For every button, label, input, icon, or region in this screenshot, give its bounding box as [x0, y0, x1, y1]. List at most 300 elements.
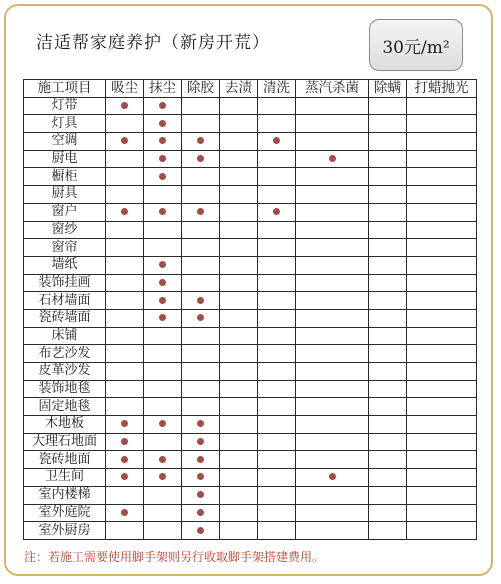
service-cell — [258, 486, 296, 504]
service-cell — [106, 133, 144, 151]
service-cell — [407, 115, 477, 133]
price-badge — [369, 19, 463, 71]
service-cell — [106, 486, 144, 504]
service-cell — [144, 256, 182, 274]
included-dot-icon — [121, 208, 128, 215]
service-cell — [144, 239, 182, 257]
item-name-cell: 皮革沙发 — [24, 363, 106, 381]
service-cell — [296, 292, 369, 310]
included-dot-icon — [121, 473, 128, 480]
service-cell — [369, 398, 407, 416]
column-header-service: 蒸汽杀菌 — [296, 80, 369, 98]
service-cell — [182, 504, 220, 522]
service-cell — [258, 451, 296, 469]
service-cell — [106, 168, 144, 186]
item-name-cell: 厨具 — [24, 186, 106, 204]
service-cell — [220, 363, 258, 381]
service-cell — [220, 256, 258, 274]
service-cell — [144, 97, 182, 115]
service-cell — [407, 380, 477, 398]
included-dot-icon — [121, 509, 128, 516]
item-name-cell: 布艺沙发 — [24, 345, 106, 363]
service-cell — [258, 203, 296, 221]
column-header-service: 抹尘 — [144, 80, 182, 98]
included-dot-icon — [159, 173, 166, 180]
service-cell — [106, 469, 144, 487]
service-cell — [296, 115, 369, 133]
service-cell — [407, 186, 477, 204]
service-cell — [296, 363, 369, 381]
service-cell — [144, 451, 182, 469]
service-cell — [258, 168, 296, 186]
service-cell — [296, 380, 369, 398]
included-dot-icon — [121, 438, 128, 445]
service-cell — [182, 486, 220, 504]
included-dot-icon — [159, 120, 166, 127]
service-cell — [144, 309, 182, 327]
service-cell — [296, 186, 369, 204]
included-dot-icon — [159, 314, 166, 321]
service-cell — [220, 186, 258, 204]
service-cell — [407, 203, 477, 221]
service-cell — [220, 221, 258, 239]
service-cell — [182, 239, 220, 257]
item-name-cell: 固定地毯 — [24, 398, 106, 416]
service-cell — [258, 380, 296, 398]
table-row — [24, 451, 477, 469]
service-cell — [296, 274, 369, 292]
column-header-service: 清洗 — [258, 80, 296, 98]
item-name-cell: 窗纱 — [24, 221, 106, 239]
table-row — [24, 256, 477, 274]
service-cell — [182, 522, 220, 540]
service-cell — [144, 398, 182, 416]
service-cell — [407, 363, 477, 381]
service-cell — [220, 97, 258, 115]
service-cell — [182, 416, 220, 434]
service-cell — [106, 380, 144, 398]
service-cell — [258, 522, 296, 540]
service-cell — [144, 433, 182, 451]
service-cell — [369, 274, 407, 292]
service-cell — [258, 150, 296, 168]
table-row — [24, 309, 477, 327]
service-cell — [220, 380, 258, 398]
included-dot-icon — [329, 155, 336, 162]
table-row — [24, 327, 477, 345]
service-cell — [144, 168, 182, 186]
service-cell — [296, 433, 369, 451]
column-header-item: 施工项目 — [24, 80, 106, 98]
service-cell — [182, 115, 220, 133]
column-header-service: 除螨 — [369, 80, 407, 98]
item-name-cell: 卫生间 — [24, 469, 106, 487]
service-cell — [144, 327, 182, 345]
service-cell — [369, 292, 407, 310]
service-cell — [258, 133, 296, 151]
service-cell — [296, 168, 369, 186]
service-cell — [220, 451, 258, 469]
service-cell — [182, 203, 220, 221]
service-cell — [369, 133, 407, 151]
included-dot-icon — [159, 102, 166, 109]
service-cell — [182, 292, 220, 310]
item-name-cell: 室外庭院 — [24, 504, 106, 522]
item-name-cell: 石材墙面 — [24, 292, 106, 310]
service-cell — [220, 504, 258, 522]
service-cell — [258, 327, 296, 345]
service-cell — [407, 168, 477, 186]
service-cell — [407, 345, 477, 363]
service-cell — [369, 168, 407, 186]
service-cell — [220, 239, 258, 257]
service-cell — [220, 133, 258, 151]
table-row — [24, 345, 477, 363]
item-name-cell: 大理石地面 — [24, 433, 106, 451]
service-cell — [144, 363, 182, 381]
included-dot-icon — [197, 297, 204, 304]
service-cell — [220, 469, 258, 487]
service-cell — [407, 469, 477, 487]
service-cell — [144, 416, 182, 434]
service-cell — [182, 97, 220, 115]
item-name-cell: 墙纸 — [24, 256, 106, 274]
service-cell — [369, 380, 407, 398]
service-cell — [106, 203, 144, 221]
table-row — [24, 292, 477, 310]
column-header-service: 去渍 — [220, 80, 258, 98]
service-cell — [106, 239, 144, 257]
service-cell — [144, 522, 182, 540]
table-body — [24, 97, 477, 539]
service-cell — [407, 150, 477, 168]
service-cell — [144, 221, 182, 239]
service-cell — [407, 327, 477, 345]
table-row — [24, 469, 477, 487]
service-cell — [296, 398, 369, 416]
service-cell — [296, 150, 369, 168]
service-cell — [144, 186, 182, 204]
item-name-cell: 瓷砖墙面 — [24, 309, 106, 327]
service-cell — [182, 451, 220, 469]
service-cell — [369, 522, 407, 540]
table-row — [24, 97, 477, 115]
service-cell — [258, 345, 296, 363]
service-cell — [144, 504, 182, 522]
service-cell — [144, 150, 182, 168]
service-cell — [258, 309, 296, 327]
included-dot-icon — [121, 456, 128, 463]
included-dot-icon — [159, 137, 166, 144]
service-cell — [220, 274, 258, 292]
service-cell — [182, 256, 220, 274]
service-cell — [296, 239, 369, 257]
service-cell — [258, 504, 296, 522]
service-cell — [296, 133, 369, 151]
included-dot-icon — [159, 279, 166, 286]
service-cell — [258, 398, 296, 416]
service-cell — [407, 504, 477, 522]
column-header-service: 除胶 — [182, 80, 220, 98]
item-name-cell: 窗帘 — [24, 239, 106, 257]
service-cell — [407, 522, 477, 540]
service-cell — [220, 486, 258, 504]
service-cell — [258, 292, 296, 310]
service-cell — [296, 309, 369, 327]
service-cell — [258, 186, 296, 204]
table-row — [24, 486, 477, 504]
service-cell — [182, 221, 220, 239]
included-dot-icon — [121, 420, 128, 427]
service-cell — [182, 274, 220, 292]
service-cell — [369, 433, 407, 451]
included-dot-icon — [197, 473, 204, 480]
table-row — [24, 380, 477, 398]
service-cell — [296, 416, 369, 434]
service-cell — [106, 309, 144, 327]
table-row — [24, 522, 477, 540]
service-cell — [106, 504, 144, 522]
service-cell — [407, 292, 477, 310]
service-cell — [296, 522, 369, 540]
service-cell — [106, 416, 144, 434]
service-cell — [369, 469, 407, 487]
service-cell — [106, 292, 144, 310]
service-cell — [144, 486, 182, 504]
included-dot-icon — [159, 473, 166, 480]
service-cell — [296, 203, 369, 221]
service-cell — [258, 469, 296, 487]
service-cell — [106, 345, 144, 363]
service-cell — [144, 274, 182, 292]
service-cell — [258, 416, 296, 434]
item-name-cell: 装饰地毯 — [24, 380, 106, 398]
price-label: 30元/m² — [382, 37, 450, 58]
service-cell — [106, 327, 144, 345]
service-cell — [182, 150, 220, 168]
item-name-cell: 厨电 — [24, 150, 106, 168]
footnote: 注：若施工需要使用脚手架则另行收取脚手架搭建费用。 — [24, 550, 325, 564]
service-cell — [407, 451, 477, 469]
service-cell — [106, 433, 144, 451]
item-name-cell: 室外厨房 — [24, 522, 106, 540]
service-cell — [220, 398, 258, 416]
service-cell — [407, 221, 477, 239]
service-cell — [182, 380, 220, 398]
service-cell — [106, 150, 144, 168]
page-title: 洁适帮家庭养护（新房开荒） — [36, 33, 270, 53]
service-cell — [407, 486, 477, 504]
service-cell — [182, 363, 220, 381]
service-cell — [369, 256, 407, 274]
service-cell — [369, 327, 407, 345]
service-table — [23, 79, 477, 540]
service-cell — [407, 256, 477, 274]
column-header-service: 打蜡抛光 — [407, 80, 477, 98]
table-row — [24, 239, 477, 257]
service-cell — [258, 433, 296, 451]
service-cell — [106, 186, 144, 204]
table-row — [24, 398, 477, 416]
service-cell — [144, 345, 182, 363]
service-cell — [369, 97, 407, 115]
table-row — [24, 150, 477, 168]
service-cell — [369, 363, 407, 381]
service-cell — [220, 203, 258, 221]
item-name-cell: 室内楼梯 — [24, 486, 106, 504]
service-cell — [407, 97, 477, 115]
service-cell — [369, 345, 407, 363]
service-cell — [407, 433, 477, 451]
service-cell — [144, 469, 182, 487]
item-name-cell: 橱柜 — [24, 168, 106, 186]
included-dot-icon — [197, 438, 204, 445]
service-cell — [258, 274, 296, 292]
table-header-row — [24, 80, 477, 98]
item-name-cell: 木地板 — [24, 416, 106, 434]
item-name-cell: 瓷砖地面 — [24, 451, 106, 469]
service-cell — [220, 416, 258, 434]
service-cell — [182, 433, 220, 451]
service-cell — [106, 522, 144, 540]
item-name-cell: 灯带 — [24, 97, 106, 115]
service-cell — [369, 504, 407, 522]
service-cell — [182, 309, 220, 327]
service-cell — [296, 97, 369, 115]
service-cell — [407, 416, 477, 434]
service-cell — [296, 256, 369, 274]
service-cell — [258, 363, 296, 381]
service-cell — [182, 398, 220, 416]
included-dot-icon — [159, 208, 166, 215]
included-dot-icon — [197, 155, 204, 162]
table-row — [24, 416, 477, 434]
included-dot-icon — [197, 509, 204, 516]
service-cell — [220, 309, 258, 327]
service-cell — [106, 274, 144, 292]
service-cell — [182, 168, 220, 186]
service-cell — [369, 451, 407, 469]
included-dot-icon — [159, 420, 166, 427]
included-dot-icon — [329, 473, 336, 480]
table-row — [24, 203, 477, 221]
table-row — [24, 504, 477, 522]
included-dot-icon — [197, 456, 204, 463]
service-cell — [258, 115, 296, 133]
service-cell — [369, 309, 407, 327]
service-cell — [144, 133, 182, 151]
service-cell — [296, 451, 369, 469]
table-row — [24, 363, 477, 381]
item-name-cell: 装饰挂画 — [24, 274, 106, 292]
service-cell — [182, 345, 220, 363]
table-row — [24, 115, 477, 133]
service-cell — [220, 433, 258, 451]
service-cell — [106, 363, 144, 381]
service-cell — [369, 221, 407, 239]
service-cell — [296, 486, 369, 504]
included-dot-icon — [121, 102, 128, 109]
included-dot-icon — [159, 456, 166, 463]
included-dot-icon — [197, 420, 204, 427]
service-cell — [144, 292, 182, 310]
service-cell — [407, 239, 477, 257]
service-cell — [144, 115, 182, 133]
included-dot-icon — [273, 137, 280, 144]
service-cell — [220, 292, 258, 310]
column-header-service: 吸尘 — [106, 80, 144, 98]
service-cell — [296, 504, 369, 522]
service-cell — [258, 239, 296, 257]
service-cell — [296, 345, 369, 363]
service-cell — [220, 345, 258, 363]
service-cell — [182, 133, 220, 151]
service-cell — [106, 398, 144, 416]
service-cell — [407, 133, 477, 151]
service-cell — [106, 451, 144, 469]
table-row — [24, 221, 477, 239]
table-row — [24, 433, 477, 451]
service-cell — [106, 97, 144, 115]
service-cell — [220, 115, 258, 133]
included-dot-icon — [197, 527, 204, 534]
included-dot-icon — [159, 261, 166, 268]
service-cell — [106, 115, 144, 133]
service-cell — [369, 150, 407, 168]
included-dot-icon — [197, 137, 204, 144]
table-row — [24, 274, 477, 292]
included-dot-icon — [159, 297, 166, 304]
item-name-cell: 床铺 — [24, 327, 106, 345]
item-name-cell: 空调 — [24, 133, 106, 151]
service-cell — [369, 186, 407, 204]
service-cell — [106, 221, 144, 239]
service-cell — [296, 221, 369, 239]
service-cell — [144, 380, 182, 398]
table-row — [24, 133, 477, 151]
service-cell — [407, 309, 477, 327]
service-cell — [220, 168, 258, 186]
service-cell — [258, 97, 296, 115]
service-cell — [220, 522, 258, 540]
service-cell — [258, 256, 296, 274]
included-dot-icon — [159, 155, 166, 162]
service-cell — [296, 327, 369, 345]
service-cell — [182, 469, 220, 487]
included-dot-icon — [273, 208, 280, 215]
included-dot-icon — [121, 137, 128, 144]
service-cell — [369, 486, 407, 504]
included-dot-icon — [197, 314, 204, 321]
service-cell — [144, 203, 182, 221]
item-name-cell: 窗户 — [24, 203, 106, 221]
service-cell — [369, 203, 407, 221]
service-cell — [182, 327, 220, 345]
service-cell — [407, 274, 477, 292]
service-cell — [407, 398, 477, 416]
included-dot-icon — [197, 208, 204, 215]
included-dot-icon — [197, 491, 204, 498]
service-cell — [258, 221, 296, 239]
service-cell — [220, 150, 258, 168]
service-cell — [220, 327, 258, 345]
service-cell — [369, 239, 407, 257]
item-name-cell: 灯具 — [24, 115, 106, 133]
service-cell — [182, 186, 220, 204]
service-cell — [369, 115, 407, 133]
table-row — [24, 186, 477, 204]
service-cell — [369, 416, 407, 434]
